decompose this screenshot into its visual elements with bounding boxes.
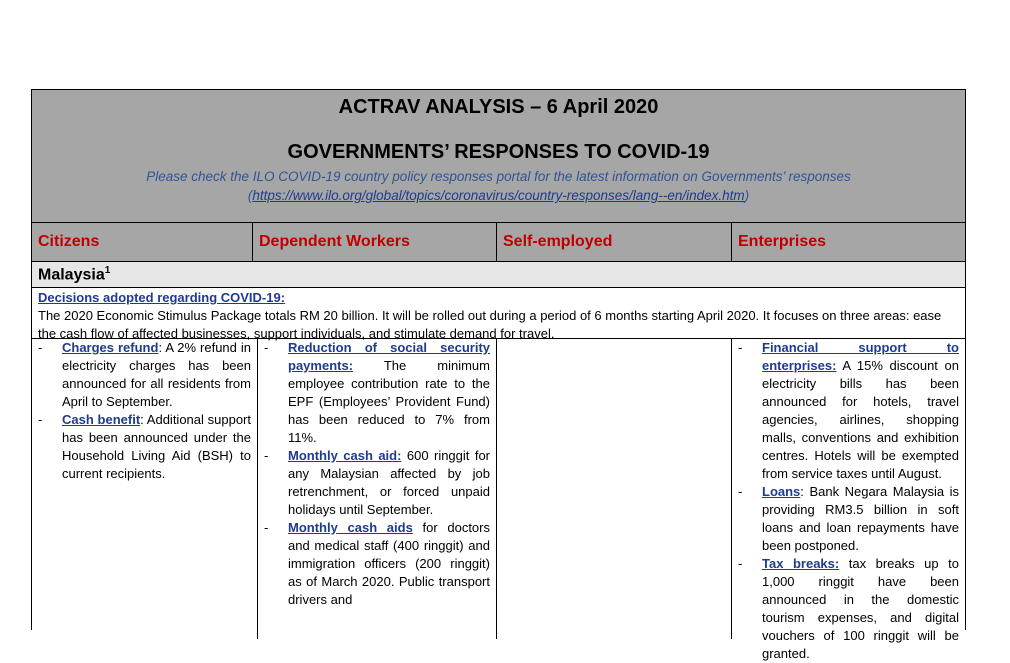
report-header: [32, 90, 965, 223]
item-text: A 15% discount on electricity bills has been announced for hotels, travel agencies, airlines, shopping malls, conventions and exhibition centres. Hotels will be exempted from service taxes until August.: [762, 358, 959, 481]
item-keyword: Monthly cash aids: [288, 520, 413, 535]
category-header-row: [32, 223, 965, 262]
decisions-section: [32, 288, 965, 339]
list-item: - Loans: Bank Negara Malaysia is providing RM3.5 billion in soft loans and loan repayments have been postponed.: [738, 484, 959, 553]
column-enterprises: [732, 339, 965, 661]
column-citizens: [32, 339, 258, 639]
category-citizens: Citizens: [32, 223, 253, 261]
item-text: The minimum employee contribution rate to the EPF (Employees’ Provident Fund) has been reduced to 7% from 11%.: [288, 358, 490, 445]
portal-note: [32, 167, 965, 205]
list-item: - Reduction of social security payments: The minimum employee contribution rate to the EPF (Employees’ Provident Fund) has been reduced to 7% from 11%.: [264, 340, 490, 445]
decisions-text: The 2020 Economic Stimulus Package totals RM 20 billion. It will be rolled out during a period of 6 months starting April 2020. It focuses on three areas: ease the cash flow of affected businesses, support individuals, and stimulate demand for travel.: [38, 308, 942, 341]
country-name: Malaysia: [38, 266, 105, 284]
portal-link-line: (https://www.ilo.org/global/topics/coronavirus/country-responses/lang--en/index.htm): [247, 188, 750, 203]
country-row: [32, 262, 965, 288]
footnote-marker: 1: [104, 265, 111, 276]
item-keyword: Reduction of social security payments:: [288, 340, 490, 373]
category-dependent-workers: Dependent Workers: [253, 223, 497, 261]
list-item: - Charges refund: A 2% refund in electricity charges has been announced for all residents from April to September.: [38, 340, 251, 409]
item-text: for doctors and medical staff (400 ringgit) and immigration officers (200 ringgit) as of March 2020. Public transport drivers and: [288, 520, 490, 607]
report-title: ACTRAV ANALYSIS – 6 April 2020: [338, 96, 659, 118]
list-item: - Tax breaks: tax breaks up to 1,000 ringgit have been announced in the domestic tourism expenses, and digital vouchers of 100 ringgit will be granted.: [738, 556, 959, 661]
list-item: - Financial support to enterprises: A 15% discount on electricity bills has been announced for hotels, travel agencies, airlines, shopping malls, conventions and exhibition centres. Hotels will be exempted from service taxes until August.: [738, 340, 959, 481]
list-item: - Monthly cash aid: 600 ringgit for any Malaysian affected by job retrenchment, or forced unpaid holidays until September.: [264, 448, 490, 517]
item-keyword: Cash benefit: [62, 412, 141, 427]
column-dependent-workers: [258, 339, 497, 639]
item-keyword: Financial support to enterprises:: [762, 340, 959, 373]
category-enterprises: Enterprises: [738, 233, 827, 250]
item-text: tax breaks up to 1,000 ringgit have been announced in the domestic tourism expenses, and digital vouchers of 100 ringgit will be granted.: [762, 556, 959, 661]
list-item: - Cash benefit: Additional support has been announced under the Household Living Aid (BSH) to current recipients.: [38, 412, 252, 481]
measures-row: [32, 339, 965, 661]
category-self-employed: Self-employed: [497, 223, 732, 261]
item-text: : Bank Negara Malaysia is providing RM3.5 billion in soft loans and loan repayments have been postponed.: [762, 484, 959, 553]
item-keyword: Monthly cash aid:: [288, 448, 402, 463]
portal-link[interactable]: https://www.ilo.org/global/topics/coronavirus/country-responses/lang--en/index.htm: [252, 188, 745, 203]
decisions-title: Decisions adopted regarding COVID-19:: [38, 290, 286, 305]
column-self-employed: [497, 339, 732, 639]
document-table: [31, 89, 966, 661]
portal-note-text: Please check the ILO COVID-19 country policy responses portal for the latest information on Governments’ responses: [146, 169, 851, 184]
item-keyword: Loans: [762, 484, 801, 499]
item-text: 600 ringgit for any Malaysian affected by job retrenchment, or forced unpaid holidays until September.: [288, 448, 490, 517]
item-text: : A 2% refund in electricity charges has been announced for all residents from April to September.: [62, 340, 251, 409]
item-keyword: Tax breaks:: [762, 556, 840, 571]
item-keyword: Charges refund: [62, 340, 159, 355]
item-text: : Additional support has been announced under the Household Living Aid (BSH) to current recipients.: [62, 412, 252, 481]
list-item: - Monthly cash aids for doctors and medical staff (400 ringgit) and immigration officers (200 ringgit) as of March 2020. Public transport drivers and: [264, 520, 490, 607]
report-subtitle: GOVERNMENTS’ RESPONSES TO COVID-19: [287, 141, 710, 163]
